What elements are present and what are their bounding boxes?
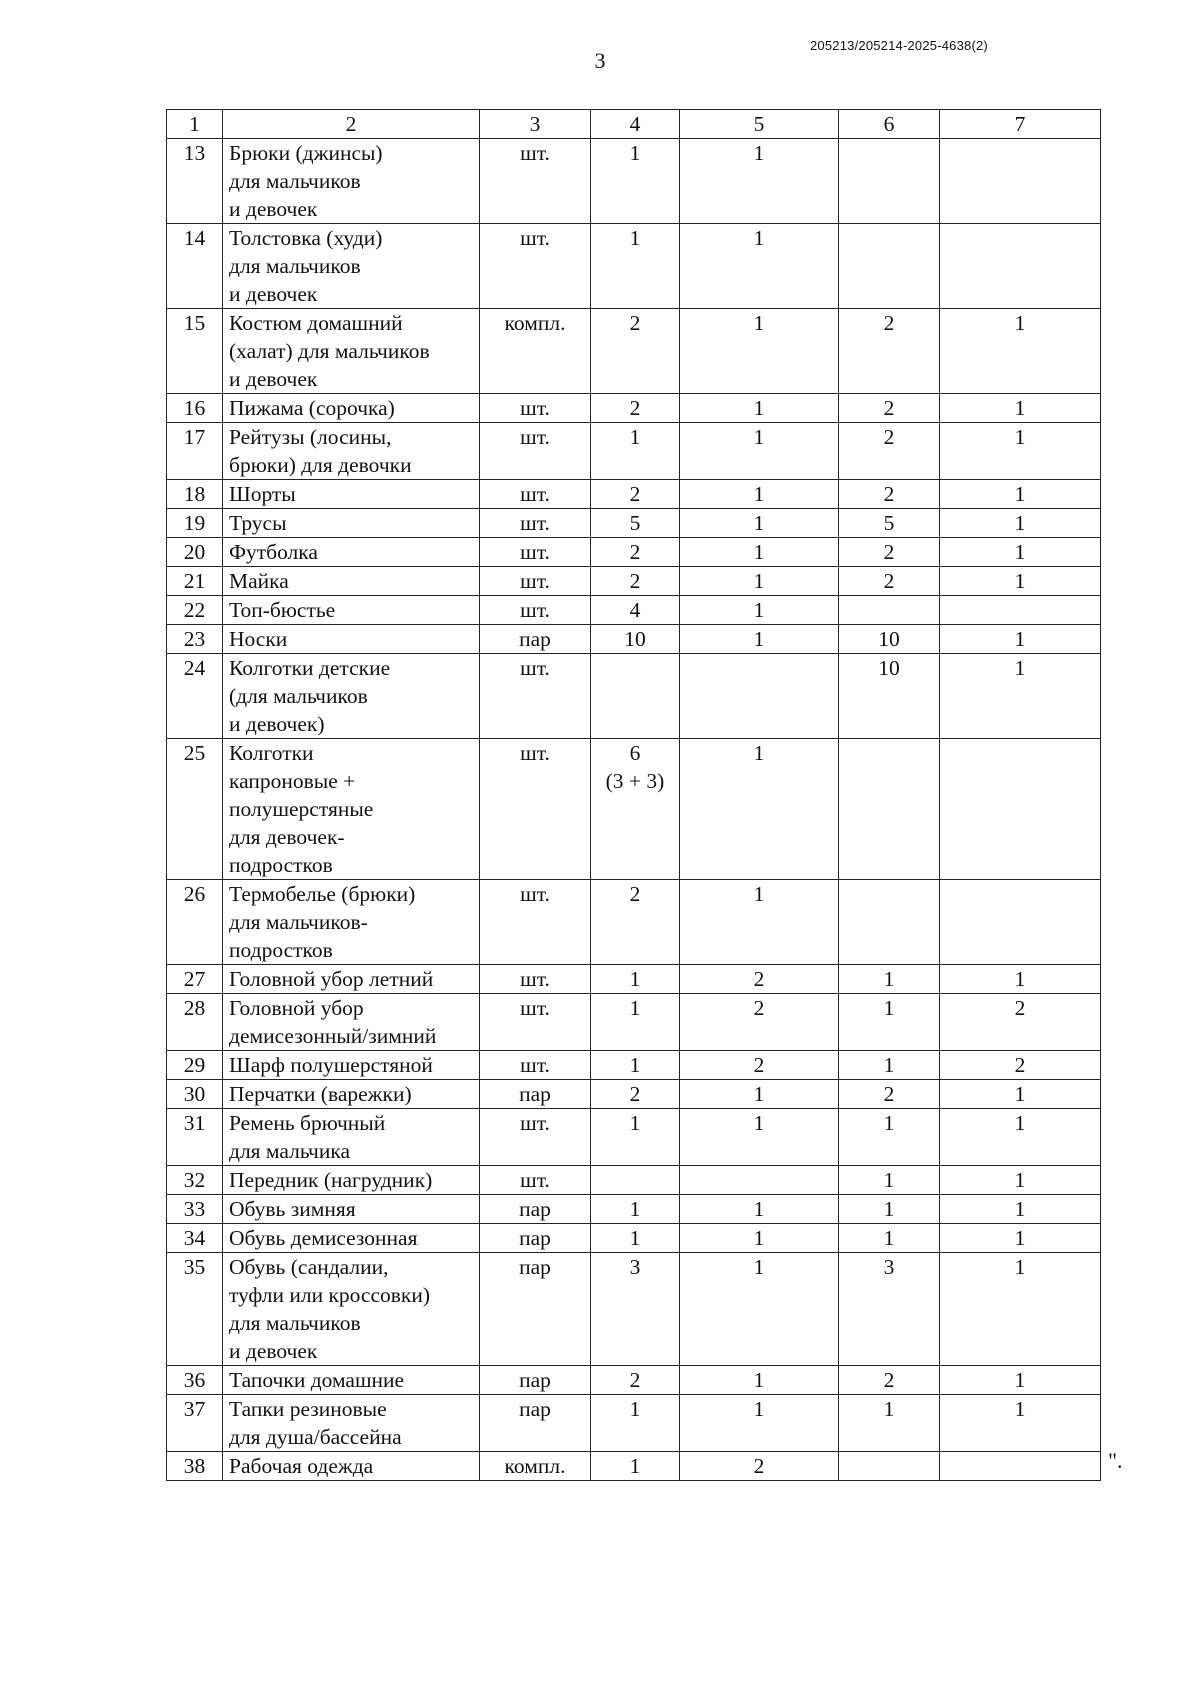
value-col-4: 2 bbox=[591, 1366, 680, 1395]
row-number: 20 bbox=[167, 538, 223, 567]
unit: пар bbox=[480, 1366, 591, 1395]
item-name: Обувь демисезонная bbox=[223, 1224, 480, 1253]
value-col-6: 10 bbox=[839, 625, 940, 654]
table-row bbox=[167, 1395, 1101, 1452]
value-col-7: 1 bbox=[940, 1253, 1101, 1366]
table-row bbox=[167, 880, 1101, 965]
row-number: 16 bbox=[167, 394, 223, 423]
unit: шт. bbox=[480, 596, 591, 625]
row-number: 29 bbox=[167, 1051, 223, 1080]
column-header: 3 bbox=[480, 110, 591, 139]
item-name: Рабочая одежда bbox=[223, 1452, 480, 1481]
value-col-4: 6 (3 + 3) bbox=[591, 739, 680, 880]
row-number: 32 bbox=[167, 1166, 223, 1195]
column-header: 4 bbox=[591, 110, 680, 139]
row-number: 22 bbox=[167, 596, 223, 625]
value-col-5: 1 bbox=[680, 423, 839, 480]
unit: шт. bbox=[480, 1051, 591, 1080]
row-number: 28 bbox=[167, 994, 223, 1051]
value-col-5: 1 bbox=[680, 1366, 839, 1395]
value-col-6: 1 bbox=[839, 1051, 940, 1080]
item-name: Колготки капроновые + полушерстяные для девочек- подростков bbox=[223, 739, 480, 880]
table-row bbox=[167, 1366, 1101, 1395]
table-row bbox=[167, 1080, 1101, 1109]
value-col-6 bbox=[839, 596, 940, 625]
value-col-6: 2 bbox=[839, 423, 940, 480]
table-row bbox=[167, 625, 1101, 654]
row-number: 15 bbox=[167, 309, 223, 394]
value-col-6: 1 bbox=[839, 1224, 940, 1253]
items-table bbox=[166, 109, 1101, 1481]
unit: пар bbox=[480, 1224, 591, 1253]
value-col-4: 1 bbox=[591, 1109, 680, 1166]
value-col-4: 2 bbox=[591, 480, 680, 509]
table-row bbox=[167, 596, 1101, 625]
item-name: Брюки (джинсы) для мальчиков и девочек bbox=[223, 139, 480, 224]
value-col-6: 2 bbox=[839, 309, 940, 394]
unit: шт. bbox=[480, 509, 591, 538]
value-col-6: 1 bbox=[839, 1109, 940, 1166]
value-col-6 bbox=[839, 1452, 940, 1481]
item-name: Пижама (сорочка) bbox=[223, 394, 480, 423]
item-name: Обувь зимняя bbox=[223, 1195, 480, 1224]
column-header: 1 bbox=[167, 110, 223, 139]
item-name: Толстовка (худи) для мальчиков и девочек bbox=[223, 224, 480, 309]
value-col-4: 1 bbox=[591, 224, 680, 309]
value-col-6 bbox=[839, 139, 940, 224]
row-number: 34 bbox=[167, 1224, 223, 1253]
value-col-4: 1 bbox=[591, 1452, 680, 1481]
value-col-7: 1 bbox=[940, 394, 1101, 423]
item-name: Передник (нагрудник) bbox=[223, 1166, 480, 1195]
row-number: 38 bbox=[167, 1452, 223, 1481]
value-col-5: 1 bbox=[680, 139, 839, 224]
value-col-4: 2 bbox=[591, 567, 680, 596]
item-name: Перчатки (варежки) bbox=[223, 1080, 480, 1109]
table-row bbox=[167, 423, 1101, 480]
unit: шт. bbox=[480, 423, 591, 480]
value-col-7: 1 bbox=[940, 965, 1101, 994]
unit: пар bbox=[480, 1253, 591, 1366]
value-col-4: 4 bbox=[591, 596, 680, 625]
value-col-5: 1 bbox=[680, 1080, 839, 1109]
unit: пар bbox=[480, 1195, 591, 1224]
value-col-7: 1 bbox=[940, 1109, 1101, 1166]
value-col-6: 5 bbox=[839, 509, 940, 538]
value-col-5: 1 bbox=[680, 1395, 839, 1452]
unit: шт. bbox=[480, 994, 591, 1051]
table-row bbox=[167, 309, 1101, 394]
document-code: 205213/205214-2025-4638(2) bbox=[810, 38, 988, 53]
item-name: Обувь (сандалии, туфли или кроссовки) для мальчиков и девочек bbox=[223, 1253, 480, 1366]
value-col-4 bbox=[591, 1166, 680, 1195]
value-col-7: 1 bbox=[940, 1366, 1101, 1395]
table-row bbox=[167, 739, 1101, 880]
row-number: 30 bbox=[167, 1080, 223, 1109]
row-number: 21 bbox=[167, 567, 223, 596]
table-row bbox=[167, 1109, 1101, 1166]
item-name: Головной убор летний bbox=[223, 965, 480, 994]
table-row bbox=[167, 1166, 1101, 1195]
value-col-7: 1 bbox=[940, 538, 1101, 567]
row-number: 24 bbox=[167, 654, 223, 739]
table-row bbox=[167, 224, 1101, 309]
unit: шт. bbox=[480, 480, 591, 509]
unit: шт. bbox=[480, 1166, 591, 1195]
value-col-7 bbox=[940, 224, 1101, 309]
value-col-6: 2 bbox=[839, 1366, 940, 1395]
value-col-7: 1 bbox=[940, 423, 1101, 480]
table-row bbox=[167, 480, 1101, 509]
row-number: 33 bbox=[167, 1195, 223, 1224]
value-col-7 bbox=[940, 739, 1101, 880]
value-col-4: 1 bbox=[591, 1224, 680, 1253]
unit: пар bbox=[480, 1395, 591, 1452]
unit: шт. bbox=[480, 394, 591, 423]
value-col-5: 1 bbox=[680, 224, 839, 309]
item-name: Футболка bbox=[223, 538, 480, 567]
value-col-6: 1 bbox=[839, 1195, 940, 1224]
column-header: 2 bbox=[223, 110, 480, 139]
value-col-4: 2 bbox=[591, 394, 680, 423]
value-col-7 bbox=[940, 596, 1101, 625]
value-col-5: 1 bbox=[680, 1195, 839, 1224]
row-number: 31 bbox=[167, 1109, 223, 1166]
row-number: 17 bbox=[167, 423, 223, 480]
value-col-5: 1 bbox=[680, 625, 839, 654]
row-number: 26 bbox=[167, 880, 223, 965]
value-col-6: 1 bbox=[839, 965, 940, 994]
item-name: Тапки резиновые для душа/бассейна bbox=[223, 1395, 480, 1452]
row-number: 14 bbox=[167, 224, 223, 309]
unit: компл. bbox=[480, 1452, 591, 1481]
unit: шт. bbox=[480, 965, 591, 994]
table-row bbox=[167, 394, 1101, 423]
table-row bbox=[167, 139, 1101, 224]
column-header: 7 bbox=[940, 110, 1101, 139]
value-col-4: 1 bbox=[591, 1395, 680, 1452]
closing-quote: ". bbox=[1108, 1448, 1123, 1473]
item-name: Термобелье (брюки) для мальчиков- подростков bbox=[223, 880, 480, 965]
value-col-6: 2 bbox=[839, 1080, 940, 1109]
value-col-7: 1 bbox=[940, 1080, 1101, 1109]
unit: пар bbox=[480, 1080, 591, 1109]
row-number: 19 bbox=[167, 509, 223, 538]
table-row bbox=[167, 994, 1101, 1051]
value-col-5: 1 bbox=[680, 480, 839, 509]
unit: шт. bbox=[480, 224, 591, 309]
value-col-6: 1 bbox=[839, 1166, 940, 1195]
value-col-4: 1 bbox=[591, 1051, 680, 1080]
value-col-7: 2 bbox=[940, 994, 1101, 1051]
value-col-4: 10 bbox=[591, 625, 680, 654]
value-col-7: 1 bbox=[940, 567, 1101, 596]
value-col-5: 1 bbox=[680, 596, 839, 625]
unit: шт. bbox=[480, 654, 591, 739]
value-col-5: 2 bbox=[680, 994, 839, 1051]
item-name: Головной убор демисезонный/зимний bbox=[223, 994, 480, 1051]
item-name: Шорты bbox=[223, 480, 480, 509]
row-number: 35 bbox=[167, 1253, 223, 1366]
value-col-6: 1 bbox=[839, 1395, 940, 1452]
value-col-5: 1 bbox=[680, 538, 839, 567]
unit: шт. bbox=[480, 139, 591, 224]
value-col-5: 1 bbox=[680, 1253, 839, 1366]
value-col-7: 1 bbox=[940, 509, 1101, 538]
value-col-4: 1 bbox=[591, 994, 680, 1051]
unit: пар bbox=[480, 625, 591, 654]
value-col-6 bbox=[839, 880, 940, 965]
unit: шт. bbox=[480, 538, 591, 567]
item-name: Костюм домашний (халат) для мальчиков и девочек bbox=[223, 309, 480, 394]
table-row bbox=[167, 654, 1101, 739]
row-number: 27 bbox=[167, 965, 223, 994]
value-col-7 bbox=[940, 139, 1101, 224]
page-number: 3 bbox=[594, 48, 606, 73]
row-number: 25 bbox=[167, 739, 223, 880]
value-col-5: 1 bbox=[680, 1109, 839, 1166]
value-col-5: 1 bbox=[680, 309, 839, 394]
item-name: Трусы bbox=[223, 509, 480, 538]
item-name: Рейтузы (лосины, брюки) для девочки bbox=[223, 423, 480, 480]
value-col-4: 2 bbox=[591, 880, 680, 965]
item-name: Майка bbox=[223, 567, 480, 596]
value-col-7: 1 bbox=[940, 1224, 1101, 1253]
item-name: Колготки детские (для мальчиков и девочек) bbox=[223, 654, 480, 739]
value-col-5 bbox=[680, 654, 839, 739]
value-col-5: 2 bbox=[680, 1452, 839, 1481]
value-col-7: 1 bbox=[940, 1395, 1101, 1452]
column-header: 6 bbox=[839, 110, 940, 139]
column-header-row bbox=[167, 110, 1101, 139]
value-col-4: 2 bbox=[591, 538, 680, 567]
value-col-6: 2 bbox=[839, 538, 940, 567]
value-col-5: 1 bbox=[680, 880, 839, 965]
value-col-6: 3 bbox=[839, 1253, 940, 1366]
value-col-5 bbox=[680, 1166, 839, 1195]
table-row bbox=[167, 567, 1101, 596]
item-name: Топ-бюстье bbox=[223, 596, 480, 625]
table-row bbox=[167, 538, 1101, 567]
value-col-7: 1 bbox=[940, 480, 1101, 509]
row-number: 13 bbox=[167, 139, 223, 224]
table-row bbox=[167, 1452, 1101, 1481]
row-number: 18 bbox=[167, 480, 223, 509]
value-col-5: 1 bbox=[680, 1224, 839, 1253]
value-col-7: 1 bbox=[940, 309, 1101, 394]
value-col-4: 5 bbox=[591, 509, 680, 538]
item-name: Шарф полушерстяной bbox=[223, 1051, 480, 1080]
row-number: 36 bbox=[167, 1366, 223, 1395]
column-header: 5 bbox=[680, 110, 839, 139]
value-col-4: 1 bbox=[591, 965, 680, 994]
value-col-4: 1 bbox=[591, 1195, 680, 1224]
value-col-4: 3 bbox=[591, 1253, 680, 1366]
unit: шт. bbox=[480, 739, 591, 880]
item-name: Ремень брючный для мальчика bbox=[223, 1109, 480, 1166]
value-col-6: 1 bbox=[839, 994, 940, 1051]
table-row bbox=[167, 1253, 1101, 1366]
table-row bbox=[167, 509, 1101, 538]
value-col-5: 2 bbox=[680, 1051, 839, 1080]
row-number: 37 bbox=[167, 1395, 223, 1452]
unit: компл. bbox=[480, 309, 591, 394]
value-col-7: 1 bbox=[940, 1166, 1101, 1195]
table-row bbox=[167, 1195, 1101, 1224]
row-number: 23 bbox=[167, 625, 223, 654]
value-col-5: 1 bbox=[680, 509, 839, 538]
unit: шт. bbox=[480, 567, 591, 596]
value-col-7 bbox=[940, 1452, 1101, 1481]
value-col-7 bbox=[940, 880, 1101, 965]
value-col-7: 2 bbox=[940, 1051, 1101, 1080]
value-col-6: 2 bbox=[839, 394, 940, 423]
table-row bbox=[167, 1224, 1101, 1253]
value-col-7: 1 bbox=[940, 1195, 1101, 1224]
unit: шт. bbox=[480, 1109, 591, 1166]
value-col-5: 2 bbox=[680, 965, 839, 994]
item-name: Тапочки домашние bbox=[223, 1366, 480, 1395]
value-col-6 bbox=[839, 224, 940, 309]
value-col-4: 1 bbox=[591, 423, 680, 480]
value-col-7: 1 bbox=[940, 654, 1101, 739]
value-col-6 bbox=[839, 739, 940, 880]
value-col-4 bbox=[591, 654, 680, 739]
value-col-6: 2 bbox=[839, 567, 940, 596]
value-col-4: 2 bbox=[591, 1080, 680, 1109]
value-col-5: 1 bbox=[680, 394, 839, 423]
value-col-6: 10 bbox=[839, 654, 940, 739]
value-col-7: 1 bbox=[940, 625, 1101, 654]
value-col-5: 1 bbox=[680, 739, 839, 880]
unit: шт. bbox=[480, 880, 591, 965]
value-col-5: 1 bbox=[680, 567, 839, 596]
value-col-6: 2 bbox=[839, 480, 940, 509]
value-col-4: 2 bbox=[591, 309, 680, 394]
value-col-4: 1 bbox=[591, 139, 680, 224]
item-name: Носки bbox=[223, 625, 480, 654]
table-row bbox=[167, 965, 1101, 994]
table-row bbox=[167, 1051, 1101, 1080]
